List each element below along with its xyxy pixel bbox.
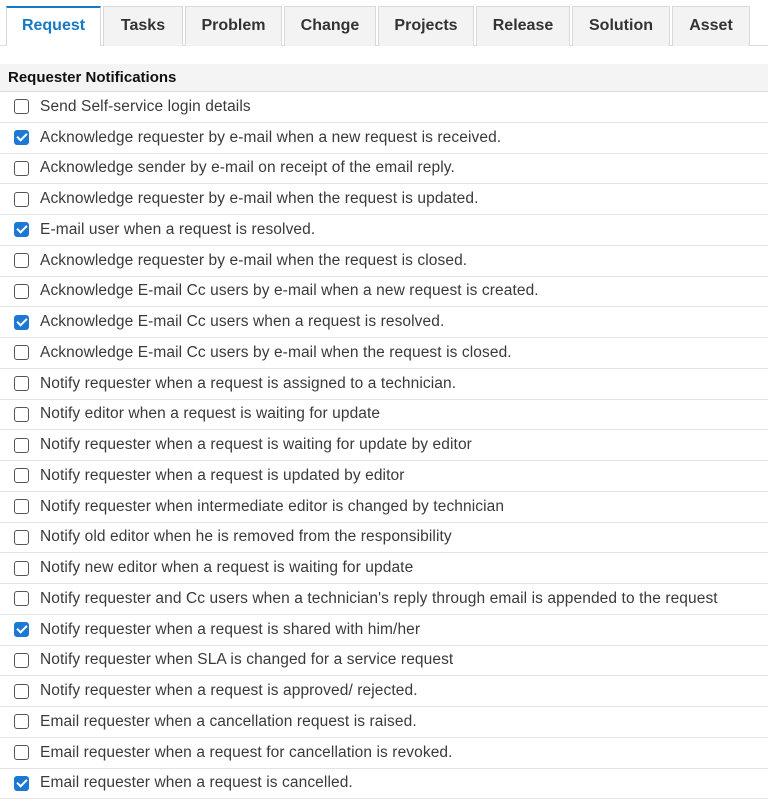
notification-option-label: Notify requester when a request is shared with him/her: [40, 620, 421, 638]
checkbox-unchecked[interactable]: [14, 653, 29, 668]
notification-option-label: Notify requester when SLA is changed for a service request: [40, 651, 454, 669]
notification-option-row[interactable]: [0, 307, 768, 338]
notification-option-row[interactable]: [0, 738, 768, 769]
notification-option-label: Send Self-service login details: [40, 97, 251, 115]
notification-option-label: Notify requester when a request is updated by editor: [40, 466, 405, 484]
notification-option-label: Acknowledge E-mail Cc users when a request is resolved.: [40, 313, 445, 331]
notification-option-label: Notify requester when a request is waiting for update by editor: [40, 436, 472, 454]
notification-option-row[interactable]: [0, 584, 768, 615]
notification-option-row[interactable]: [0, 400, 768, 431]
notification-option-label: Notify requester when a request is assigned to a technician.: [40, 374, 457, 392]
notification-option-row[interactable]: [0, 277, 768, 308]
notification-option-row[interactable]: [0, 215, 768, 246]
tab-solution[interactable]: Solution: [572, 6, 670, 46]
notification-option-row[interactable]: [0, 492, 768, 523]
notification-option-row[interactable]: [0, 676, 768, 707]
notification-option-label: Acknowledge requester by e-mail when a new request is received.: [40, 128, 502, 146]
notification-option-label: Acknowledge requester by e-mail when the request is updated.: [40, 190, 479, 208]
notification-option-label: Notify new editor when a request is waiting for update: [40, 559, 414, 577]
checkbox-unchecked[interactable]: [14, 192, 29, 207]
checkbox-unchecked[interactable]: [14, 438, 29, 453]
notification-option-row[interactable]: [0, 246, 768, 277]
notification-option-label: Email requester when a cancellation request is raised.: [40, 712, 417, 730]
checkbox-unchecked[interactable]: [14, 253, 29, 268]
checkbox-unchecked[interactable]: [14, 684, 29, 699]
notification-option-label: Notify requester when intermediate editor is changed by technician: [40, 497, 505, 515]
tab-request[interactable]: Request: [6, 6, 101, 46]
checkbox-checked[interactable]: [14, 315, 29, 330]
checkbox-unchecked[interactable]: [14, 561, 29, 576]
notification-option-row[interactable]: [0, 769, 768, 800]
checkbox-unchecked[interactable]: [14, 591, 29, 606]
tab-release[interactable]: Release: [476, 6, 570, 46]
tab-change[interactable]: Change: [284, 6, 376, 46]
notification-option-row[interactable]: [0, 123, 768, 154]
checkbox-unchecked[interactable]: [14, 99, 29, 114]
checkbox-checked[interactable]: [14, 130, 29, 145]
module-tab-bar: [0, 0, 768, 46]
checkbox-unchecked[interactable]: [14, 407, 29, 422]
checkbox-checked[interactable]: [14, 776, 29, 791]
checkbox-checked[interactable]: [14, 222, 29, 237]
notification-option-label: Email requester when a request is cancelled.: [40, 774, 353, 792]
notification-option-row[interactable]: [0, 430, 768, 461]
notification-option-label: Acknowledge requester by e-mail when the request is closed.: [40, 251, 468, 269]
notification-option-row[interactable]: [0, 523, 768, 554]
checkbox-unchecked[interactable]: [14, 376, 29, 391]
tab-asset[interactable]: Asset: [672, 6, 750, 46]
notification-option-label: Notify old editor when he is removed from the responsibility: [40, 528, 452, 546]
notification-option-label: E-mail user when a request is resolved.: [40, 220, 316, 238]
notification-option-row[interactable]: [0, 553, 768, 584]
checkbox-unchecked[interactable]: [14, 161, 29, 176]
notification-option-row[interactable]: [0, 646, 768, 677]
notification-option-row[interactable]: [0, 338, 768, 369]
section-title-requester-notifications: Requester Notifications: [0, 64, 768, 92]
checkbox-unchecked[interactable]: [14, 499, 29, 514]
notification-option-row[interactable]: [0, 707, 768, 738]
checkbox-unchecked[interactable]: [14, 530, 29, 545]
notification-option-row[interactable]: [0, 461, 768, 492]
notification-list: [0, 92, 768, 799]
notification-option-row[interactable]: [0, 615, 768, 646]
tab-tasks[interactable]: Tasks: [103, 6, 183, 46]
checkbox-unchecked[interactable]: [14, 468, 29, 483]
tab-problem[interactable]: Problem: [185, 6, 282, 46]
checkbox-checked[interactable]: [14, 622, 29, 637]
notification-option-label: Acknowledge sender by e-mail on receipt of the email reply.: [40, 159, 455, 177]
notification-option-label: Email requester when a request for cancellation is revoked.: [40, 743, 453, 761]
notification-option-row[interactable]: [0, 154, 768, 185]
notification-option-row[interactable]: [0, 184, 768, 215]
notification-option-label: Notify requester and Cc users when a technician's reply through email is appended to the request: [40, 589, 718, 607]
checkbox-unchecked[interactable]: [14, 345, 29, 360]
notification-option-label: Notify requester when a request is approved/ rejected.: [40, 682, 418, 700]
notification-option-row[interactable]: [0, 369, 768, 400]
notification-option-label: Acknowledge E-mail Cc users by e-mail when a new request is created.: [40, 282, 539, 300]
checkbox-unchecked[interactable]: [14, 714, 29, 729]
checkbox-unchecked[interactable]: [14, 284, 29, 299]
notification-option-label: Acknowledge E-mail Cc users by e-mail when the request is closed.: [40, 343, 512, 361]
notification-option-label: Notify editor when a request is waiting for update: [40, 405, 381, 423]
tab-projects[interactable]: Projects: [378, 6, 474, 46]
checkbox-unchecked[interactable]: [14, 745, 29, 760]
notification-option-row[interactable]: [0, 92, 768, 123]
